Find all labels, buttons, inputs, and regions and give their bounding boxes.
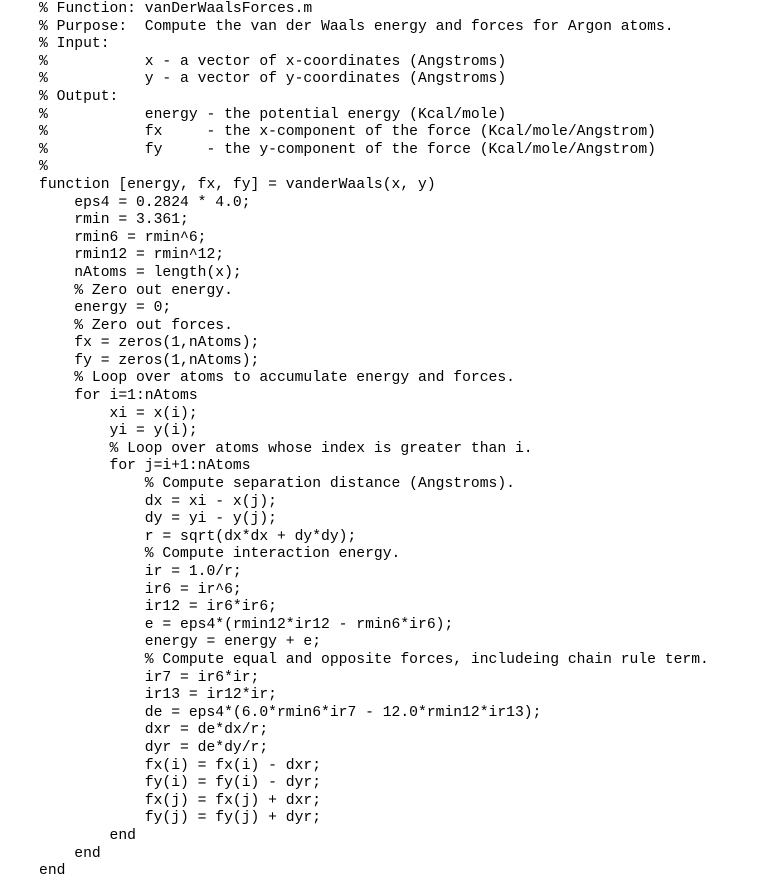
code-line: for j=i+1:nAtoms xyxy=(39,458,251,475)
code-line: ir = 1.0/r; xyxy=(39,564,242,580)
code-line: e = eps4*(rmin12*ir12 - rmin6*ir6); xyxy=(39,616,454,633)
code-line: function [energy, fx, fy] = vanderWaals(x, y) xyxy=(39,176,436,193)
code-line: end xyxy=(39,845,101,862)
code-line: % energy - the potential energy (Kcal/mole) xyxy=(39,106,507,123)
code-line: % y - a vector of y-coordinates (Angstroms) xyxy=(39,71,507,88)
code-line: end xyxy=(39,827,136,844)
code-line: % Zero out energy. xyxy=(39,282,233,299)
code-line: % xyxy=(39,159,48,176)
code-listing xyxy=(39,1,709,881)
code-line: nAtoms = length(x); xyxy=(39,264,242,281)
code-line: energy = 0; xyxy=(39,300,172,317)
code-line: % Input: xyxy=(39,36,110,53)
code-line: % Compute interaction energy. xyxy=(39,546,401,563)
code-line: % fy - the y-component of the force (Kcal/mole/Angstrom) xyxy=(39,141,656,158)
code-line: % fx - the x-component of the force (Kcal/mole/Angstrom) xyxy=(39,124,656,141)
code-line: xi = x(i); xyxy=(39,405,198,422)
code-line: yi = y(i); xyxy=(39,423,198,440)
code-line: % Purpose: Compute the van der Waals energy and forces for Argon atoms. xyxy=(39,18,674,35)
code-line: % Loop over atoms to accumulate energy and forces. xyxy=(39,370,515,387)
code-line: ir12 = ir6*ir6; xyxy=(39,599,277,616)
code-line: fy(j) = fy(j) + dyr; xyxy=(39,810,322,827)
code-line: % x - a vector of x-coordinates (Angstroms) xyxy=(39,53,507,70)
code-line: ir13 = ir12*ir; xyxy=(39,687,277,704)
code-line: dx = xi - x(j); xyxy=(39,493,277,510)
code-line: rmin6 = rmin^6; xyxy=(39,229,207,246)
code-line: dxr = de*dx/r; xyxy=(39,722,269,739)
code-line: fx = zeros(1,nAtoms); xyxy=(39,335,260,352)
code-line: fx(i) = fx(i) - dxr; xyxy=(39,757,322,774)
code-line: for i=1:nAtoms xyxy=(39,388,198,405)
code-line: % Loop over atoms whose index is greater than i. xyxy=(39,440,533,457)
code-line: dyr = de*dy/r; xyxy=(39,739,269,756)
code-line: end xyxy=(39,863,66,880)
code-line: rmin = 3.361; xyxy=(39,212,189,229)
code-line: eps4 = 0.2824 * 4.0; xyxy=(39,194,251,211)
code-line: ir7 = ir6*ir; xyxy=(39,669,260,686)
code-line: % Compute equal and opposite forces, includeing chain rule term. xyxy=(39,651,709,668)
code-line: ir6 = ir^6; xyxy=(39,581,242,598)
code-line: rmin12 = rmin^12; xyxy=(39,247,225,264)
code-line: fy = zeros(1,nAtoms); xyxy=(39,352,260,369)
code-line: dy = yi - y(j); xyxy=(39,511,277,528)
code-line: fx(j) = fx(j) + dxr; xyxy=(39,792,322,809)
code-line: % Zero out forces. xyxy=(39,317,233,334)
code-line: r = sqrt(dx*dx + dy*dy); xyxy=(39,528,357,545)
code-line: de = eps4*(6.0*rmin6*ir7 - 12.0*rmin12*ir13); xyxy=(39,704,542,721)
code-line: fy(i) = fy(i) - dyr; xyxy=(39,775,322,792)
code-line: energy = energy + e; xyxy=(39,634,322,651)
code-line: % Compute separation distance (Angstroms). xyxy=(39,476,515,493)
code-line: % Function: vanDerWaalsForces.m xyxy=(39,1,313,17)
code-line: % Output: xyxy=(39,88,119,105)
